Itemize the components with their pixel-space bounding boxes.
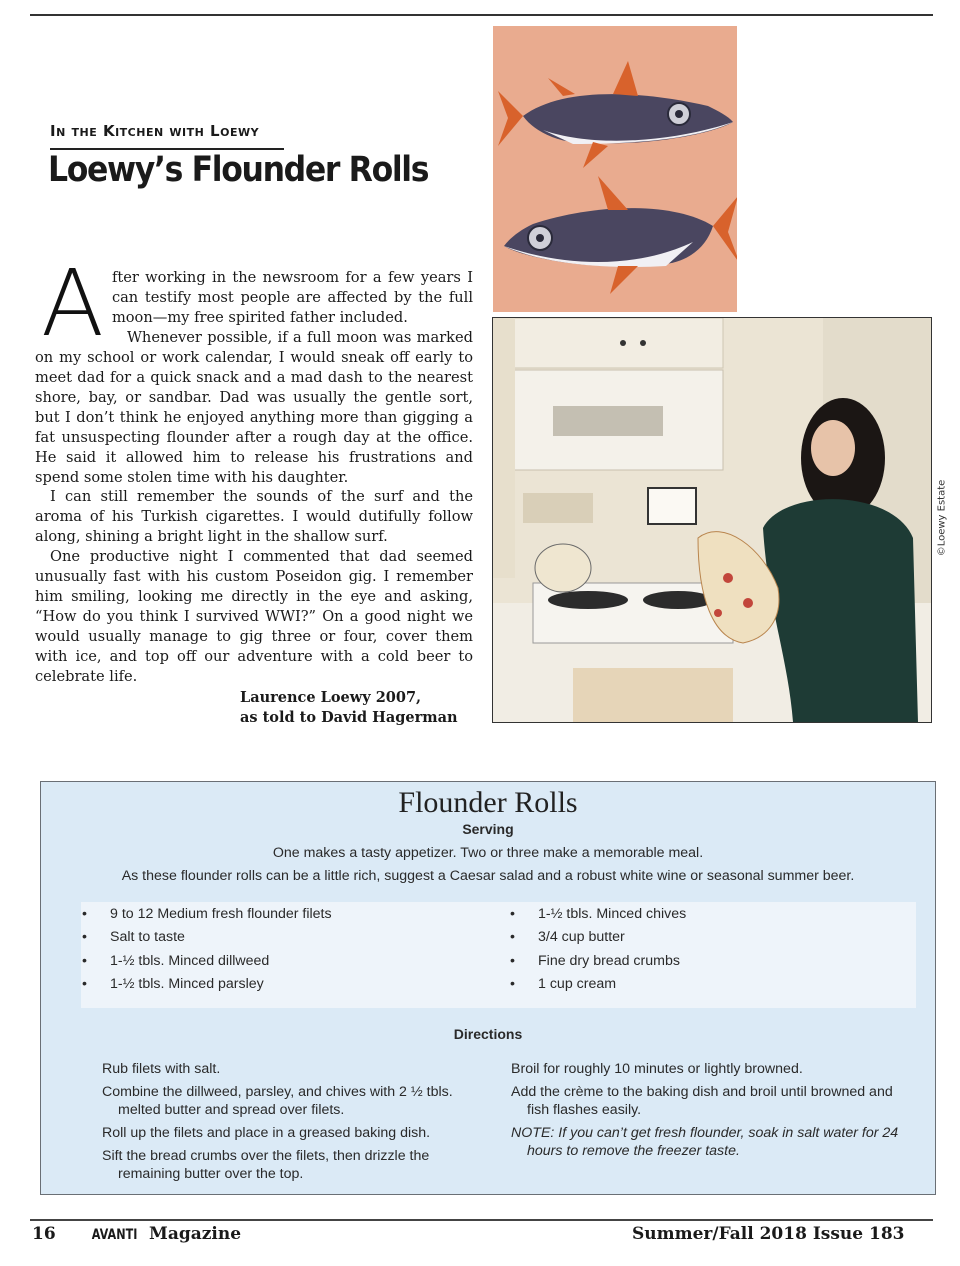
recipe-box [40, 781, 936, 1195]
ingredient-item: • 9 to 12 Medium fresh flounder filets [82, 906, 332, 929]
fish-illustration [493, 26, 737, 312]
article-title: Loewy’s Flounder Rolls [48, 150, 429, 190]
kitchen-photo [492, 317, 932, 723]
ingredient-item: • 1-½ tbls. Minced chives [510, 906, 686, 929]
top-rule [30, 14, 933, 16]
directions-heading: Directions [453, 1026, 523, 1042]
paragraph-3: I can still remember the sounds of the surf and the aroma of his Turkish cigarettes. I would dutifully follow along, shining a bright light in the shallow surf. [35, 488, 473, 546]
ingredient-item: • 3/4 cup butter [510, 929, 686, 952]
paragraph-4: One productive night I commented that dad seemed unusually fast with his custom Poseidon gig. I remember him smiling, looking me directly in the eye and asking, “How do you think I survived WWI?” On a good night we would usually manage to gig three or four, cover them with ice, and top off our adventure with a cold beer to celebrate life. [35, 548, 473, 686]
recipe-title: Flounder Rolls [398, 786, 578, 819]
author-credit: Laurence Loewy 2007, as told to David Hagerman [240, 689, 458, 726]
photo-credit: ©Loewy Estate [936, 479, 948, 557]
ingredient-item: • Fine dry bread crumbs [510, 953, 686, 976]
ingredient-item: • Salt to taste [82, 929, 332, 952]
serving-heading: Serving [462, 821, 514, 837]
direction-step: Broil for roughly 10 minutes or lightly browned. [511, 1061, 803, 1077]
section-kicker: In the Kitchen with Loewy [50, 122, 260, 140]
directions-left [102, 1060, 482, 1188]
fish-painting [493, 26, 737, 312]
drop-cap: A [41, 250, 104, 357]
article-body [35, 250, 473, 687]
ingredient-item: • 1-½ tbls. Minced dillweed [82, 953, 332, 976]
direction-step: Sift the bread crumbs over the filets, then drizzle the remaining butter over the top. [102, 1148, 430, 1182]
ingredient-item: • 1-½ tbls. Minced parsley [82, 976, 332, 999]
ingredients-left [82, 906, 332, 999]
ingredient-item: • 1 cup cream [510, 976, 686, 999]
paragraph-1: After working in the newsroom for a few years I can testify most people are affected by the full moon—my free spirited father included. [41, 250, 473, 357]
recipe-note: NOTE: If you can’t get fresh flounder, soak in salt water for 24 hours to remove the freezer taste. [511, 1125, 899, 1159]
kitchen-photo-illustration [493, 318, 931, 722]
bottom-rule [30, 1219, 933, 1221]
direction-step: Roll up the filets and place in a greased baking dish. [102, 1125, 431, 1141]
magazine-name: AVANTI Magazine [91, 1224, 242, 1244]
directions-right [511, 1060, 911, 1165]
issue-info: Summer/Fall 2018 Issue 183 [632, 1224, 905, 1244]
ingredients-right [510, 906, 686, 999]
page-number: 16 [32, 1224, 56, 1244]
serving-line-2: As these flounder rolls can be a little rich, suggest a Caesar salad and a robust white wine or seasonal summer beer. [121, 868, 855, 884]
serving-line-1: One makes a tasty appetizer. Two or three make a memorable meal. [272, 845, 704, 861]
paragraph-2: Whenever possible, if a full moon was marked on my school or work calendar, I would sneak off early to meet dad for a quick snack and a mad dash to the nearest shore, bay, or sandbar. Dad was usually the gentle sort, but I don’t think he enjoyed anything more than gigging a fat unsuspecting flounder after a rough day at the office. He said it allowed him to release his frustrations and spend some stolen time with his daughter. [35, 328, 473, 486]
direction-step: Combine the dillweed, parsley, and chives with 2 ½ tbls. melted butter and spread over filets. [102, 1084, 453, 1118]
direction-step: Add the crème to the baking dish and broil until browned and fish flashes easily. [511, 1084, 893, 1118]
direction-step: Rub filets with salt. [102, 1061, 221, 1077]
